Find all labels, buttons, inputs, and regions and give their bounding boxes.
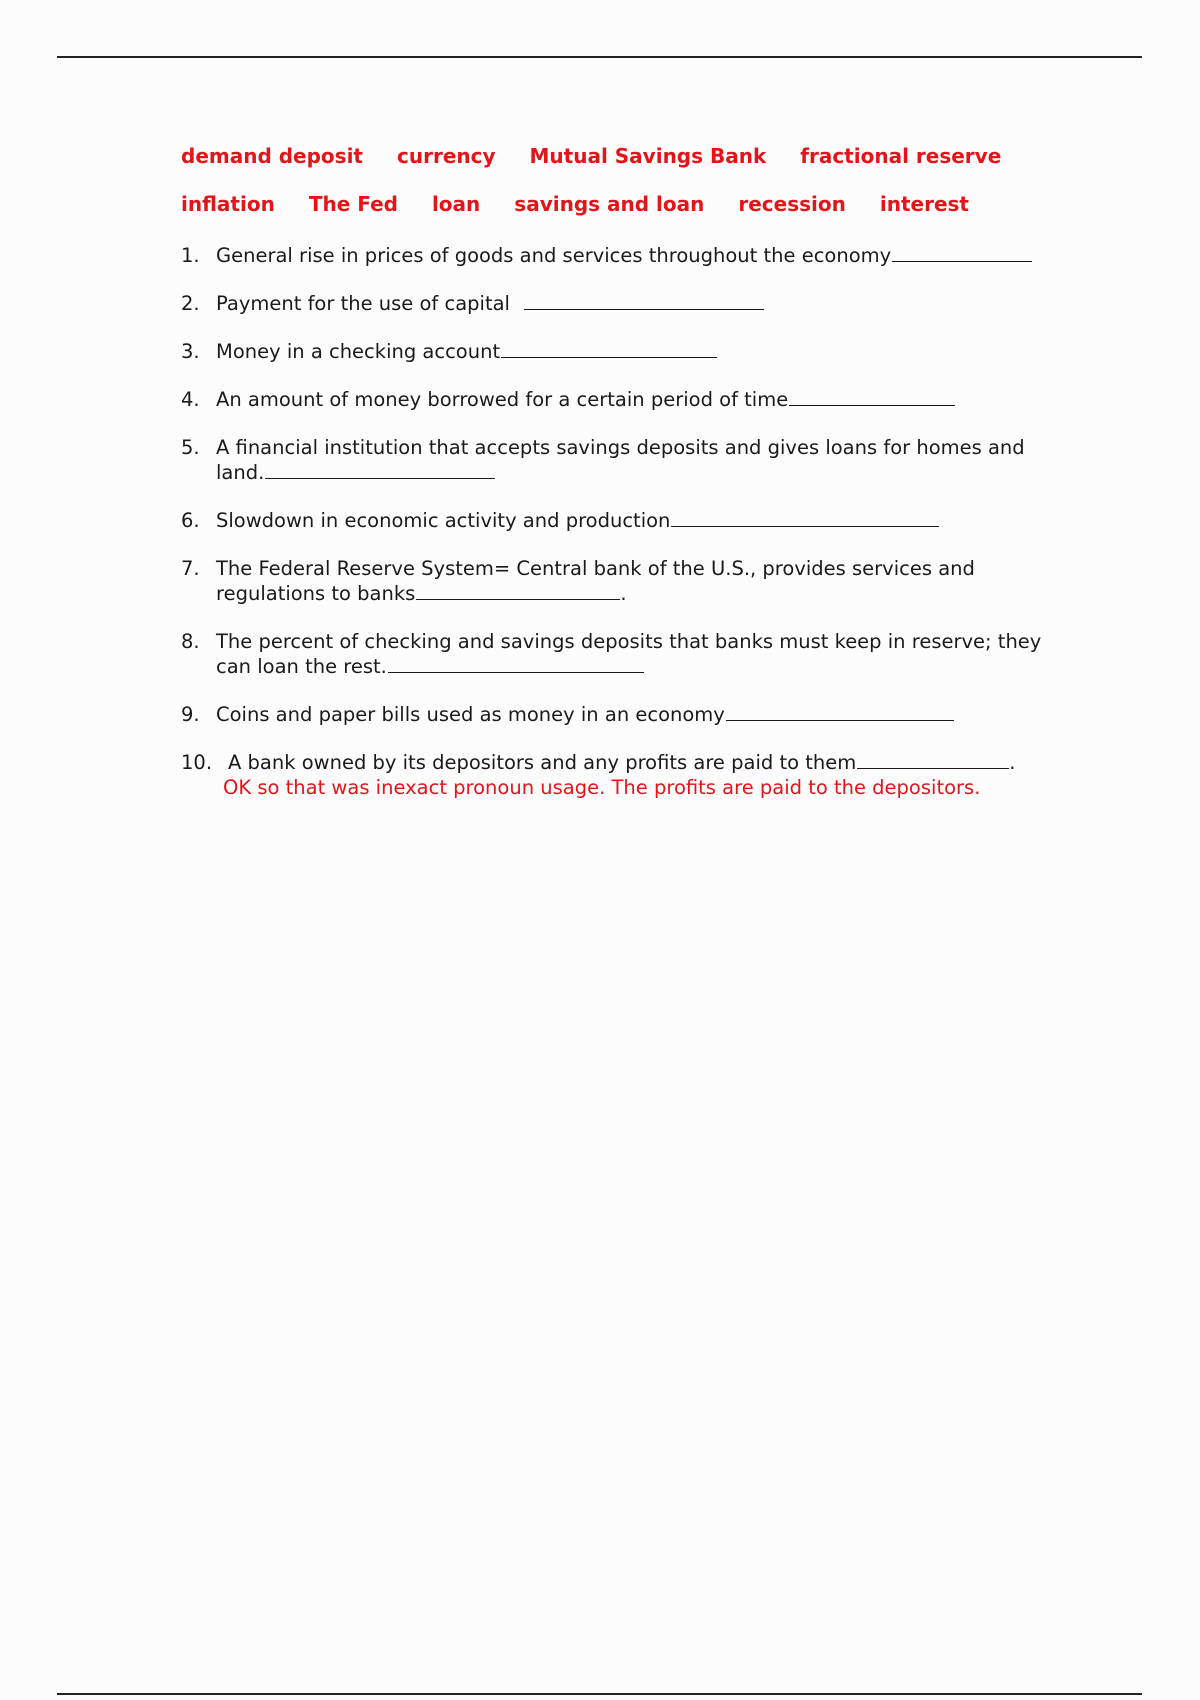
answer-blank[interactable] bbox=[524, 291, 764, 310]
question-text: Slowdown in economic activity and production bbox=[216, 509, 671, 532]
question-item bbox=[181, 702, 1081, 727]
question-text: The percent of checking and savings deposits that banks must keep in reserve; they can loan the rest. bbox=[216, 630, 1042, 678]
question-number: 4. bbox=[181, 388, 200, 411]
question-trailing: . bbox=[1009, 751, 1016, 774]
answer-blank[interactable] bbox=[671, 508, 939, 527]
question-text: Coins and paper bills used as money in an economy bbox=[216, 703, 725, 726]
question-text: Payment for the use of capital bbox=[216, 292, 517, 315]
word-bank-term: loan bbox=[431, 192, 481, 216]
answer-blank[interactable] bbox=[501, 339, 717, 358]
question-number: 2. bbox=[181, 292, 200, 315]
word-bank-row-2 bbox=[181, 192, 1141, 240]
question-trailing: . bbox=[620, 582, 627, 605]
question-number: 6. bbox=[181, 509, 200, 532]
question-number: 1. bbox=[181, 244, 200, 267]
word-bank bbox=[181, 144, 1141, 240]
question-item bbox=[181, 556, 1081, 606]
answer-blank[interactable] bbox=[892, 243, 1032, 262]
question-item bbox=[181, 629, 1081, 679]
question-item bbox=[181, 435, 1081, 485]
question-list bbox=[181, 243, 1081, 823]
answer-blank[interactable] bbox=[388, 654, 644, 673]
word-bank-term: demand deposit bbox=[181, 144, 363, 168]
answer-blank[interactable] bbox=[416, 581, 620, 600]
question-item bbox=[181, 291, 1081, 316]
word-bank-term: savings and loan bbox=[514, 192, 705, 216]
question-number: 7. bbox=[181, 557, 200, 580]
question-item bbox=[181, 339, 1081, 364]
word-bank-term: The Fed bbox=[308, 192, 398, 216]
question-number: 9. bbox=[181, 703, 200, 726]
answer-blank[interactable] bbox=[265, 460, 495, 479]
question-text: A bank owned by its depositors and any profits are paid to them bbox=[228, 751, 857, 774]
word-bank-term: inflation bbox=[181, 192, 275, 216]
question-item bbox=[181, 243, 1081, 268]
question-text: A financial institution that accepts savings deposits and gives loans for homes and land. bbox=[216, 436, 1025, 484]
teacher-note: OK so that was inexact pronoun usage. The profits are paid to the depositors. bbox=[223, 776, 981, 799]
answer-blank[interactable] bbox=[726, 702, 954, 721]
question-number: 5. bbox=[181, 436, 200, 459]
question-text: General rise in prices of goods and services throughout the economy bbox=[216, 244, 892, 267]
word-bank-row-1 bbox=[181, 144, 1141, 192]
bottom-rule bbox=[57, 1693, 1142, 1695]
question-number: 8. bbox=[181, 630, 200, 653]
question-text: An amount of money borrowed for a certain period of time bbox=[216, 388, 789, 411]
top-rule bbox=[57, 56, 1142, 58]
word-bank-term: currency bbox=[397, 144, 496, 168]
word-bank-term: recession bbox=[738, 192, 846, 216]
question-text: The Federal Reserve System= Central bank of the U.S., provides services and regulations to banks bbox=[216, 557, 975, 605]
word-bank-term: fractional reserve bbox=[800, 144, 1002, 168]
answer-blank[interactable] bbox=[789, 387, 955, 406]
question-item bbox=[181, 750, 1081, 800]
word-bank-term: Mutual Savings Bank bbox=[529, 144, 767, 168]
question-item bbox=[181, 387, 1081, 412]
answer-blank[interactable] bbox=[857, 750, 1009, 769]
question-number: 10. bbox=[181, 751, 213, 774]
question-number: 3. bbox=[181, 340, 200, 363]
question-item bbox=[181, 508, 1081, 533]
question-text: Money in a checking account bbox=[216, 340, 501, 363]
word-bank-term: interest bbox=[879, 192, 969, 216]
